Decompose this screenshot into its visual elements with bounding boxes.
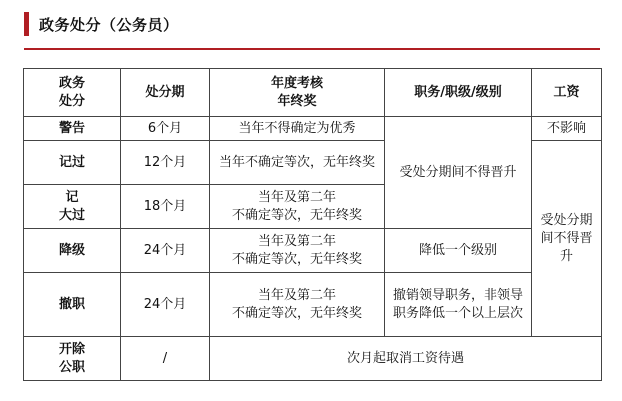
row-demerit-type: 记过 bbox=[24, 141, 121, 185]
table-row bbox=[24, 117, 602, 141]
row-major-demerit-assessment: 当年及第二年 不确定等次，无年终奖 bbox=[210, 185, 385, 229]
row-expulsion-type: 开除 公职 bbox=[24, 337, 121, 381]
table-row bbox=[24, 337, 602, 381]
row-demotion-type: 降级 bbox=[24, 229, 121, 273]
row-warning-assessment: 当年不得确定为优秀 bbox=[210, 117, 385, 141]
row-major-demerit-period: 18个月 bbox=[121, 185, 210, 229]
row-expulsion-merged: 次月起取消工资待遇 bbox=[210, 337, 602, 381]
merged-salary-no-promotion: 受处分期间不得晋升 bbox=[532, 141, 602, 337]
row-demotion-assessment: 当年及第二年 不确定等次，无年终奖 bbox=[210, 229, 385, 273]
table-header-row bbox=[24, 69, 602, 117]
row-demotion-position: 降低一个级别 bbox=[385, 229, 532, 273]
header-assessment: 年度考核 年终奖 bbox=[210, 69, 385, 117]
row-expulsion-period: / bbox=[121, 337, 210, 381]
row-warning-period: 6个月 bbox=[121, 117, 210, 141]
row-major-demerit-type: 记 大过 bbox=[24, 185, 121, 229]
header-position: 职务/职级/级别 bbox=[385, 69, 532, 117]
row-dismissal-assessment: 当年及第二年 不确定等次，无年终奖 bbox=[210, 273, 385, 337]
title-divider bbox=[24, 48, 600, 50]
row-warning-type: 警告 bbox=[24, 117, 121, 141]
table-row bbox=[24, 229, 602, 273]
header-sanction-type: 政务 处分 bbox=[24, 69, 121, 117]
row-demotion-period: 24个月 bbox=[121, 229, 210, 273]
header-salary: 工资 bbox=[532, 69, 602, 117]
sanctions-table bbox=[23, 68, 602, 381]
table-row bbox=[24, 273, 602, 337]
page-title: 政务处分（公务员） bbox=[39, 15, 179, 34]
header-period: 处分期 bbox=[121, 69, 210, 117]
row-demerit-assessment: 当年不确定等次，无年终奖 bbox=[210, 141, 385, 185]
title-accent-bar bbox=[24, 12, 29, 36]
salary-no-effect: 不影响 bbox=[532, 117, 602, 141]
row-dismissal-period: 24个月 bbox=[121, 273, 210, 337]
row-dismissal-position: 撤销领导职务，非领导职务降低一个以上层次 bbox=[385, 273, 532, 337]
row-demerit-period: 12个月 bbox=[121, 141, 210, 185]
page-title-bar bbox=[24, 12, 179, 36]
merged-position-no-promotion: 受处分期间不得晋升 bbox=[385, 117, 532, 229]
row-dismissal-type: 撤职 bbox=[24, 273, 121, 337]
